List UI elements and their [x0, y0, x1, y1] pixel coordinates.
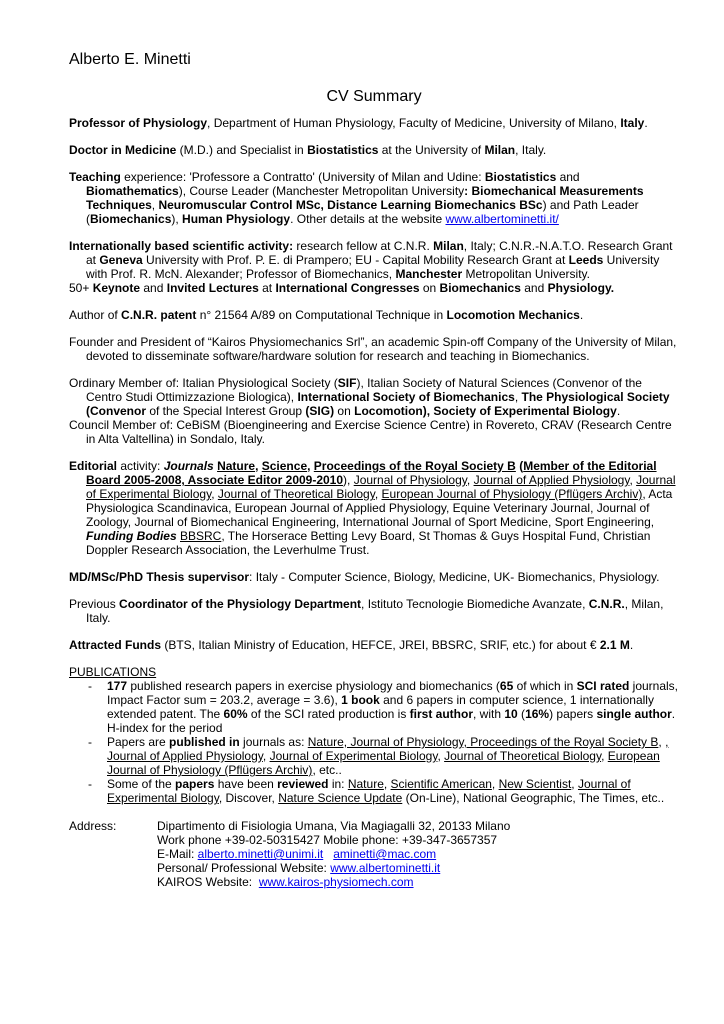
bold-text: Manchester [395, 267, 463, 281]
bold-text: Italy [620, 116, 645, 130]
text: , [437, 749, 445, 763]
text: E-Mail: [157, 847, 198, 861]
text: (On-Line), National Geographic, The Times, etc.. [402, 791, 665, 805]
bold-text: Milan [484, 143, 516, 157]
para-council [69, 418, 679, 446]
text: ), Italian Society of Natural Sciences (Convenor of the Centro Studi Ottimizzazione Biologica), [86, 376, 642, 404]
text: . [616, 404, 621, 418]
text: ( [515, 459, 524, 473]
bold-text: Biostatistics [484, 170, 557, 184]
text: of the Special Interest Group [146, 404, 306, 418]
editorial-board-text: Member of the Editorial Board 2005-2008, Associate Editor 2009-2010 [86, 459, 657, 487]
para-doctor [69, 143, 679, 157]
bold-text: Attracted Funds [69, 638, 162, 652]
journal-link[interactable]: Science [261, 459, 308, 473]
text: and 6 papers in computer science, 1 internationally extended patent. The [107, 693, 654, 721]
kairos-line [157, 875, 510, 889]
text: . H-index for the period [107, 707, 676, 735]
journal-link[interactable]: Nature [217, 459, 256, 473]
journal-link[interactable]: Journal of Theoretical Biology [217, 487, 375, 501]
bold-text: 60% [223, 707, 248, 721]
website-line [157, 861, 510, 875]
text: at the University of [378, 143, 485, 157]
bold-italic-text: Funding Bodies [86, 529, 177, 543]
text: Founder and President of “Kairos Physiomechanics Srl”, an academic Spin-off Company of the University of Milan, devoted to disseminate software/hardware solution for research and teaching in Biomechanics. [69, 335, 677, 363]
journal-link[interactable]: European Journal of Physiology (Pflügers Archiv) [381, 487, 643, 501]
journal-link[interactable]: Journal of Applied Physiology [473, 473, 630, 487]
text: , [491, 777, 499, 791]
phone-line: Work phone +39-02-50315427 Mobile phone: +39-347-3657357 [157, 833, 498, 847]
text: ) and Path Leader ( [86, 198, 639, 226]
address-block [69, 819, 679, 889]
text: n° 21564 A/89 on Computational Technique in [196, 308, 447, 322]
bold-text: C.N.R. [588, 597, 625, 611]
text: Previous [69, 597, 120, 611]
text: , Istituto Tecnologie Biomediche Avanzate, [361, 597, 589, 611]
bold-text: International Society of Biomechanics [297, 390, 515, 404]
para-membership [69, 376, 679, 418]
text: and [520, 281, 548, 295]
bold-text: Biomathematics [86, 184, 179, 198]
journal-link[interactable]: Scientific American [390, 777, 492, 791]
text: , [374, 487, 382, 501]
text: ), [343, 473, 354, 487]
bold-text: 177 [107, 679, 128, 693]
bold-text: Professor of Physiology [69, 116, 208, 130]
text: , Acta Physiologica Scandinavica, European Journal of Applied Physiology, Equine Veterinary Journal, Journal of Zoology, Journal of Biomechanical Engineering, International Journal of Sport Medicine, Sport Engineering, [86, 487, 673, 529]
para-thesis [69, 570, 679, 584]
list-item [69, 679, 679, 735]
text: , The Horserace Betting Levy Board, St Thomas & Guys Hospital Fund, Christian Doppler Research Association, the Leverhulme Trust. [86, 529, 651, 557]
list-item [69, 735, 679, 777]
bold-text: 65 [499, 679, 514, 693]
bold-text: MD/MSc/PhD Thesis supervisor [69, 570, 250, 584]
bold-text: Internationally based scientific activity: [69, 239, 294, 253]
text: , [658, 735, 666, 749]
bold-text: Biostatistics [307, 143, 379, 157]
para-coordinator [69, 597, 679, 625]
journal-link[interactable]: Journal of Experimental Biology [86, 473, 676, 501]
text: , Italy; C.N.R.-N.A.T.O. Research Grant at [86, 239, 673, 267]
text: University with Prof. P. E. di Prampero; EU - Capital Mobility Research Grant at [142, 253, 569, 267]
para-funds [69, 638, 679, 652]
para-teaching [69, 170, 679, 226]
text: , [466, 473, 474, 487]
text: . [579, 308, 584, 322]
text: , [211, 487, 218, 501]
bold-text: Teaching [69, 170, 121, 184]
bold-text: C.N.R. patent [121, 308, 197, 322]
text: , Italy. [515, 143, 547, 157]
text: Author of [69, 308, 122, 322]
text: , [629, 473, 637, 487]
journal-link[interactable]: Journal of Theoretical Biology [444, 749, 602, 763]
para-international [69, 239, 679, 281]
text: , [571, 777, 578, 791]
text: , [514, 390, 522, 404]
bold-text: The Physiological Society (Convenor [86, 390, 670, 418]
email-link[interactable]: aminetti@mac.com [333, 847, 437, 861]
bold-text: Physiology. [547, 281, 615, 295]
text: , with [473, 707, 505, 721]
kairos-link[interactable]: www.kairos-physiomech.com [258, 875, 414, 889]
text: published research papers in exercise physiology and biomechanics ( [127, 679, 500, 693]
journal-link[interactable]: Nature Science Update [278, 791, 403, 805]
bold-text: published in [169, 735, 240, 749]
bold-text: Coordinator of the Physiology Department [119, 597, 362, 611]
journal-link[interactable]: Journal of Physiology [353, 473, 467, 487]
journal-link[interactable]: Journal of Experimental Biology [269, 749, 438, 763]
address-lines [157, 819, 510, 889]
text: Some of the [107, 777, 176, 791]
para-patent [69, 308, 679, 322]
list-item [69, 777, 679, 805]
text: KAIROS Website: [157, 875, 259, 889]
text: University with Prof. R. McN. Alexander; Professor of Biomechanics, [86, 253, 660, 281]
text: ) papers [549, 707, 597, 721]
para-keynote [69, 281, 679, 295]
bold-text: SCI rated [576, 679, 630, 693]
text: journals, Impact Factor sum = 203.2, average = 3.6), [107, 679, 679, 707]
text: on [334, 404, 355, 418]
bold-text: Keynote [92, 281, 141, 295]
text: Ordinary Member of: Italian Physiological Society ( [69, 376, 338, 390]
website-link[interactable]: www.albertominetti.it [330, 861, 441, 875]
journal-link[interactable]: Nature, Journal of Physiology, Proceedings of the Royal Society B [307, 735, 659, 749]
text: . Other details at the website [290, 212, 446, 226]
text: , [601, 749, 608, 763]
text: and [556, 170, 580, 184]
bold-text: Invited Lectures [166, 281, 259, 295]
text: , Discover, [218, 791, 279, 805]
bold-italic-text: Journals [163, 459, 214, 473]
text: , [307, 459, 314, 473]
text: (BTS, Italian Ministry of Education, HEFCE, JREI, BBSRC, SRIF, etc.) for about € [161, 638, 600, 652]
bold-text: International Congresses [275, 281, 420, 295]
text: ), Course Leader (Manchester Metropolitan University [178, 184, 465, 198]
text: experience: 'Professore a Contratto' (University of Milan and Udine: [120, 170, 485, 184]
journal-link[interactable]: European Journal of Physiology (Pflügers Archiv) [107, 749, 660, 777]
bold-text: papers [175, 777, 215, 791]
text: Papers are [107, 735, 170, 749]
bold-text: SIF [337, 376, 357, 390]
text: have been [214, 777, 278, 791]
text: , etc.. [312, 763, 342, 777]
text: , Milan, Italy. [86, 597, 664, 625]
funding-link[interactable]: BBSRC [180, 529, 222, 543]
bold-text: Milan [433, 239, 464, 253]
bold-text: Human Physiology [182, 212, 291, 226]
para-founder [69, 335, 679, 363]
publications-list [69, 679, 679, 805]
text: research fellow at C.N.R. [293, 239, 434, 253]
bold-text: Editorial [69, 459, 118, 473]
email-line [157, 847, 510, 861]
publications-heading: PUBLICATIONS [69, 665, 157, 679]
text [323, 847, 333, 861]
text: 50+ [69, 281, 93, 295]
bold-text: single author [596, 707, 672, 721]
text: : Italy - Computer Science, Biology, Medicine, UK- Biomechanics, Physiology. [249, 570, 660, 584]
text: . [644, 116, 648, 130]
text: in: [328, 777, 348, 791]
para-professor [69, 116, 679, 130]
text: , [255, 459, 262, 473]
email-link[interactable]: alberto.minetti@unimi.it [197, 847, 324, 861]
text: ( [517, 707, 526, 721]
address-label: Address: [69, 819, 117, 833]
author-name: Alberto E. Minetti [69, 51, 191, 68]
bold-text: Biomechanics [439, 281, 521, 295]
text: Personal/ Professional Website: [157, 861, 331, 875]
bold-text: 10 [504, 707, 518, 721]
journal-link[interactable]: Proceedings of the Royal Society B [313, 459, 516, 473]
text: activity: [117, 459, 164, 473]
text: , [262, 749, 270, 763]
text: Council Member of: CeBiSM (Bioengineering and Exercise Science Centre) in Rovereto, CRAV (Research Centre in Alta Valtellina) in Sondalo, Italy. [69, 418, 672, 446]
bold-text: Biomechanics [90, 212, 172, 226]
page-title: CV Summary [326, 88, 422, 105]
text: and [140, 281, 167, 295]
journal-link[interactable]: Journal of Experimental Biology [107, 777, 631, 805]
text: at [258, 281, 276, 295]
journal-link[interactable]: New Scientist [498, 777, 572, 791]
journal-link[interactable]: Nature [347, 777, 384, 791]
website-link[interactable]: www.albertominetti.it/ [445, 212, 559, 226]
para-editorial [69, 459, 679, 557]
bold-text: 1 book [341, 693, 380, 707]
text: , [383, 777, 391, 791]
text: (M.D.) and Specialist in [176, 143, 308, 157]
text: , [151, 198, 159, 212]
bold-text: Locomotion Mechanics [446, 308, 580, 322]
address-line: Dipartimento di Fisiologia Umana, Via Magiagalli 32, 20133 Milano [157, 819, 511, 833]
journal-link[interactable]: , Journal of Applied Physiology [107, 735, 669, 763]
cv-page [69, 50, 679, 889]
text: of the SCI rated production is [247, 707, 410, 721]
text: Metropolitan University. [462, 267, 590, 281]
text: journals as: [239, 735, 308, 749]
bold-text: (SIG) [305, 404, 335, 418]
bold-text: 16% [525, 707, 550, 721]
text: . [629, 638, 634, 652]
text: on [419, 281, 440, 295]
text: of which in [513, 679, 577, 693]
bold-text: 2.1 M [599, 638, 630, 652]
bold-text: Doctor in Medicine [69, 143, 177, 157]
text: , Department of Human Physiology, Faculty of Medicine, University of Milano, [207, 116, 621, 130]
bold-text: first author [409, 707, 474, 721]
bold-text: reviewed [277, 777, 329, 791]
bold-text: Geneva [99, 253, 143, 267]
bold-text: : Biomechanical Measurements Techniques [86, 184, 644, 212]
bold-text: Locomotion), Society of Experimental Biology [354, 404, 617, 418]
bold-text: Neuromuscular Control MSc, Distance Learning Biomechanics BSc [158, 198, 543, 212]
text: ), [171, 212, 183, 226]
bold-text: Leeds [568, 253, 604, 267]
